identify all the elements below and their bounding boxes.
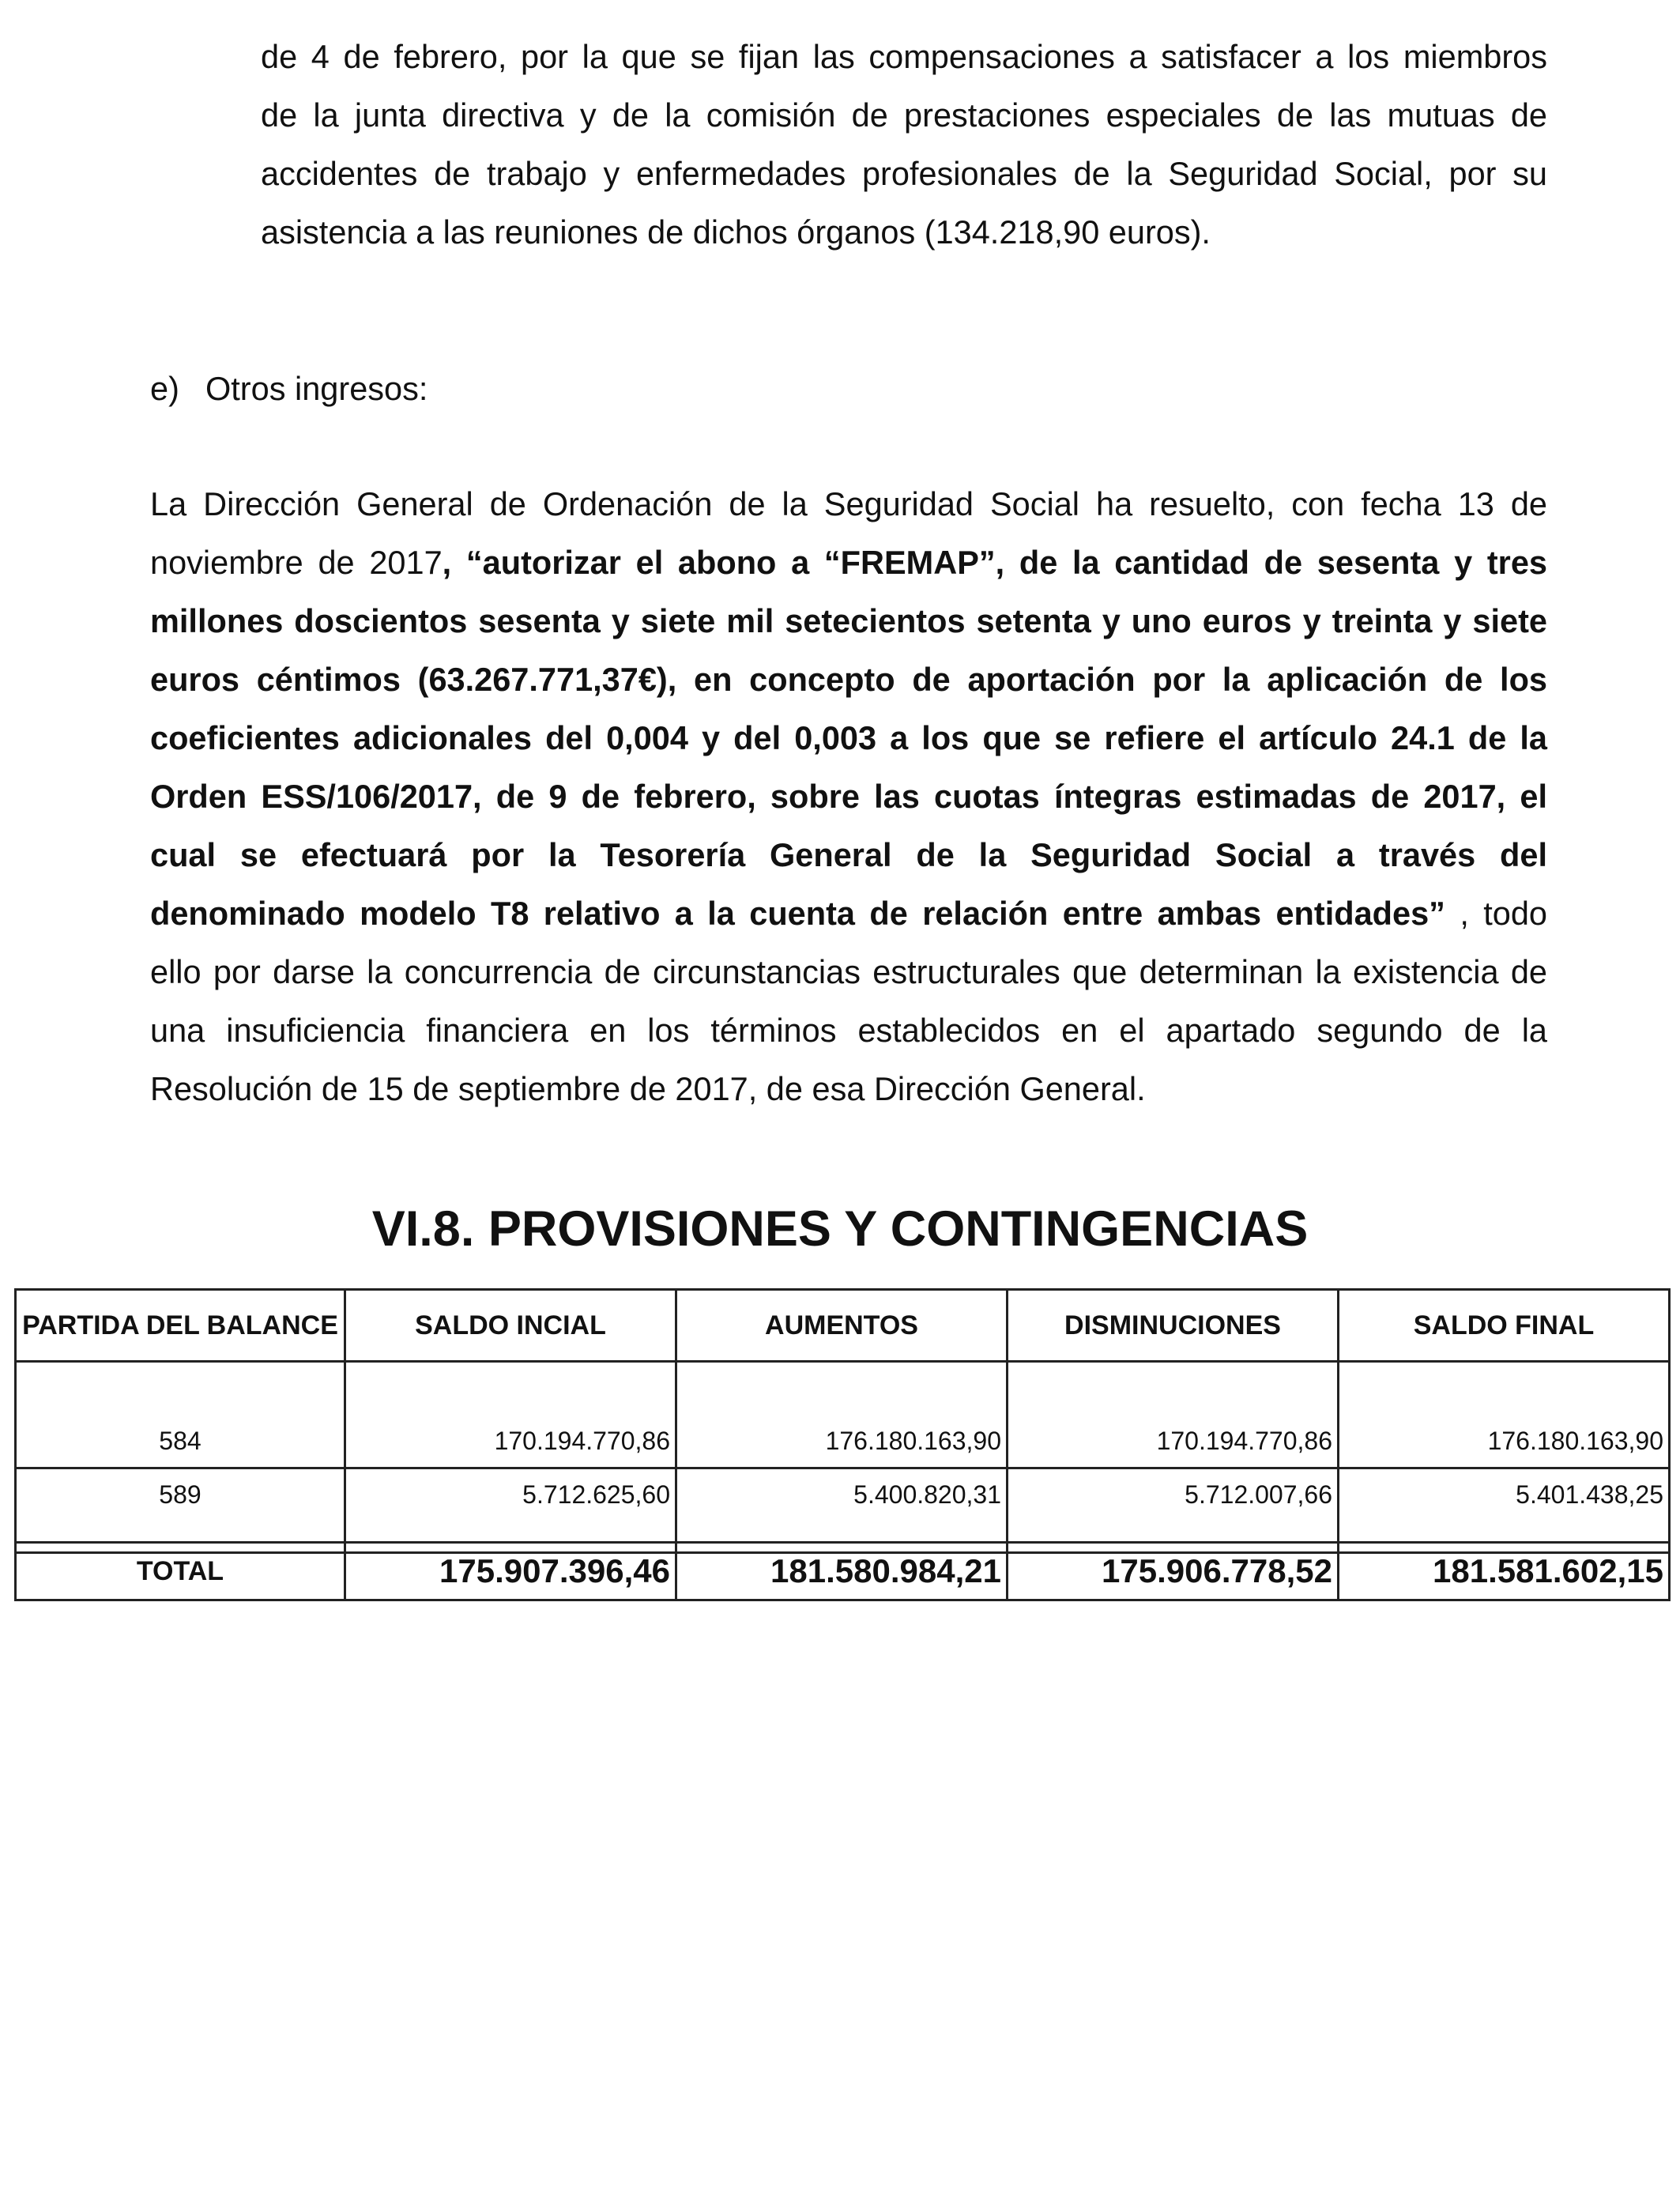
header-saldo-final: SALDO FINAL — [1339, 1290, 1670, 1362]
cell-partida: 584 — [16, 1362, 345, 1468]
heading-otros-ingresos — [150, 360, 1098, 418]
total-disminuciones: 175.906.778,52 — [1008, 1543, 1339, 1600]
section-title: VI.8. PROVISIONES Y CONTINGENCIAS — [371, 1201, 1309, 1257]
text-bold: , “autorizar el abono a “FREMAP”, de la cantidad de sesenta y tres — [442, 544, 1547, 581]
provisiones-total-table — [14, 1541, 1671, 1601]
header-saldo-inicial: SALDO INCIAL — [345, 1290, 676, 1362]
total-saldo-inicial: 175.907.396,46 — [345, 1543, 676, 1600]
total-aumentos: 181.580.984,21 — [676, 1543, 1008, 1600]
text-line — [150, 650, 1547, 709]
text-bold: coeficientes adicionales del 0,004 y del 0,003 a los que se refiere el artículo 24.1 de la — [150, 719, 1547, 756]
text-line: asistencia a las reuniones de dichos órganos (134.218,90 euros). — [261, 213, 1211, 251]
text-line: Resolución de 15 de septiembre de 2017, de esa Dirección General. — [150, 1070, 1146, 1107]
cell-disminuciones: 170.194.770,86 — [1008, 1362, 1339, 1468]
text-line: ello por darse la concurrencia de circunstancias estructurales que determinan la existencia de — [150, 953, 1547, 990]
list-marker: e) — [150, 370, 179, 407]
text-normal: noviembre de 2017 — [150, 544, 443, 581]
text-bold: euros céntimos (63.267.771,37€), en concepto de aportación por la aplicación de los — [150, 661, 1547, 698]
text-bold: Orden ESS/106/2017, de 9 de febrero, sobre las cuotas íntegras estimadas de 2017, el — [150, 778, 1547, 815]
total-row — [16, 1543, 1670, 1600]
header-disminuciones: DISMINUCIONES — [1008, 1290, 1339, 1362]
total-label: TOTAL — [16, 1543, 345, 1600]
cell-saldo-inicial: 5.712.625,60 — [345, 1468, 676, 1553]
text-line — [150, 592, 1547, 650]
cell-aumentos: 5.400.820,31 — [676, 1468, 1008, 1553]
header-partida: PARTIDA DEL BALANCE — [16, 1290, 345, 1362]
text-line — [150, 533, 1547, 592]
header-aumentos: AUMENTOS — [676, 1290, 1008, 1362]
cell-saldo-final: 5.401.438,25 — [1339, 1468, 1670, 1553]
text-line: de la junta directiva y de la comisión de prestaciones especiales de las mutuas de — [261, 96, 1547, 134]
text-line: La Dirección General de Ordenación de la Seguridad Social ha resuelto, con fecha 13 de — [150, 485, 1547, 522]
table-row — [16, 1468, 1670, 1553]
text-normal: , todo — [1445, 895, 1547, 932]
cell-disminuciones: 5.712.007,66 — [1008, 1468, 1339, 1553]
cell-saldo-final: 176.180.163,90 — [1339, 1362, 1670, 1468]
text-line: una insuficiencia financiera en los términos establecidos en el apartado segundo de la — [150, 1012, 1547, 1049]
text-line: accidentes de trabajo y enfermedades profesionales de la Seguridad Social, por su — [261, 155, 1547, 192]
table-header-row — [16, 1290, 1670, 1362]
subheading-text: Otros ingresos: — [205, 370, 428, 407]
total-saldo-final: 181.581.602,15 — [1339, 1543, 1670, 1600]
cell-saldo-inicial: 170.194.770,86 — [345, 1362, 676, 1468]
text-line: de 4 de febrero, por la que se fijan las compensaciones a satisfacer a los miembros — [261, 38, 1547, 75]
text-line — [150, 767, 1547, 826]
text-bold: cual se efectuará por la Tesorería General de la Seguridad Social a través del — [150, 836, 1547, 873]
paragraph-compensaciones — [261, 28, 1547, 262]
cell-partida: 589 — [16, 1468, 345, 1553]
text-line — [150, 826, 1547, 884]
table-row — [16, 1362, 1670, 1468]
text-bold: millones doscientos sesenta y siete mil setecientos setenta y uno euros y treinta y siete — [150, 602, 1547, 639]
paragraph-resolucion — [150, 475, 1547, 1118]
text-bold: denominado modelo T8 relativo a la cuenta de relación entre ambas entidades” — [150, 895, 1445, 932]
text-line — [150, 709, 1547, 767]
cell-aumentos: 176.180.163,90 — [676, 1362, 1008, 1468]
text-line — [150, 884, 1547, 943]
provisiones-table — [14, 1288, 1671, 1554]
